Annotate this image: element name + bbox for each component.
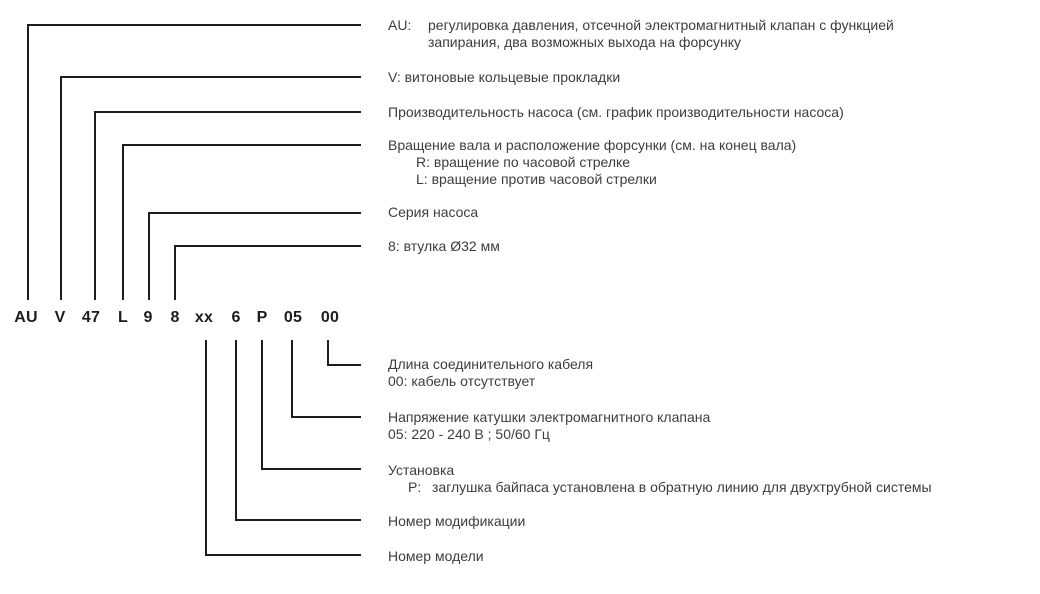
- description-au: [388, 17, 1040, 51]
- code-segment-00: 00: [320, 309, 340, 326]
- code-segment-8: 8: [170, 309, 180, 326]
- connector-l-horizontal: [122, 144, 361, 146]
- code-segment-xx: xx: [194, 309, 214, 326]
- connector-9-vertical: [148, 212, 150, 300]
- description-rotation-r: R: вращение по часовой стрелке: [416, 154, 631, 170]
- connector-l-vertical: [122, 144, 124, 300]
- description-voltage-detail: 05: 220 - 240 В ; 50/60 Гц: [388, 426, 550, 442]
- code-segment-v: V: [54, 309, 66, 326]
- description-installation-p-text: заглушка байпаса установлена в обратную линию для двухтрубной системы: [432, 479, 932, 495]
- connector-9-horizontal: [148, 212, 361, 214]
- description-model-text: Номер модели: [388, 548, 484, 564]
- connector-6-vertical: [235, 340, 237, 521]
- connector-v-horizontal: [60, 76, 361, 78]
- description-series-text: Серия насоса: [388, 204, 479, 220]
- connector-8-vertical: [174, 245, 176, 300]
- connector-xx-horizontal: [205, 554, 361, 556]
- code-segment-6: 6: [231, 309, 241, 326]
- connector-v-vertical: [60, 76, 62, 300]
- description-rotation-l: L: вращение против часовой стрелки: [416, 171, 657, 187]
- connector-47-horizontal: [94, 111, 361, 113]
- description-viton-text: V: витоновые кольцевые прокладки: [388, 69, 621, 85]
- description-capacity: [388, 104, 1036, 121]
- description-voltage: [388, 409, 1036, 443]
- connector-xx-vertical: [205, 340, 207, 556]
- description-installation: [388, 462, 1036, 496]
- description-rotation: [388, 137, 1036, 188]
- description-series: [388, 204, 1036, 221]
- connector-00-vertical: [327, 340, 329, 366]
- description-cable: [388, 356, 1036, 390]
- code-segment-l: L: [118, 309, 128, 326]
- description-voltage-title: Напряжение катушки электромагнитного клапана: [388, 409, 711, 425]
- description-bushing-text: 8: втулка Ø32 мм: [388, 238, 500, 254]
- code-segment-p: P: [256, 309, 268, 326]
- connector-05-vertical: [291, 340, 293, 418]
- connector-au-horizontal: [27, 24, 361, 26]
- description-modification: [388, 513, 1036, 530]
- connector-05-horizontal: [291, 416, 361, 418]
- description-au-prefix: AU:: [388, 17, 412, 33]
- connector-au-vertical: [27, 24, 29, 300]
- code-segment-05: 05: [283, 309, 303, 326]
- code-segment-47: 47: [81, 309, 101, 326]
- description-bushing: [388, 238, 1036, 255]
- connector-p-vertical: [261, 340, 263, 470]
- description-model: [388, 548, 1036, 565]
- connector-00-horizontal: [327, 364, 361, 366]
- description-cable-detail: 00: кабель отсутствует: [388, 373, 536, 389]
- connector-6-horizontal: [235, 519, 361, 521]
- connector-8-horizontal: [174, 245, 361, 247]
- connector-p-horizontal: [261, 468, 361, 470]
- description-installation-title: Установка: [388, 462, 455, 478]
- description-installation-p-prefix: P:: [408, 479, 422, 495]
- description-viton: [388, 69, 1036, 86]
- code-segment-au: AU: [14, 309, 38, 326]
- description-cable-title: Длина соединительного кабеля: [388, 356, 594, 372]
- connector-47-vertical: [94, 111, 96, 300]
- description-modification-text: Номер модификации: [388, 513, 526, 529]
- description-au-line2: запирания, два возможных выхода на форсунку: [428, 34, 742, 50]
- description-capacity-text: Производительность насоса (см. график производительности насоса): [388, 104, 844, 120]
- description-au-line1: регулировка давления, отсечной электромагнитный клапан с функцией: [428, 17, 894, 33]
- description-rotation-title: Вращение вала и расположение форсунки (см. на конец вала): [388, 137, 797, 153]
- description-installation-p: [388, 479, 1036, 496]
- code-segment-9: 9: [143, 309, 153, 326]
